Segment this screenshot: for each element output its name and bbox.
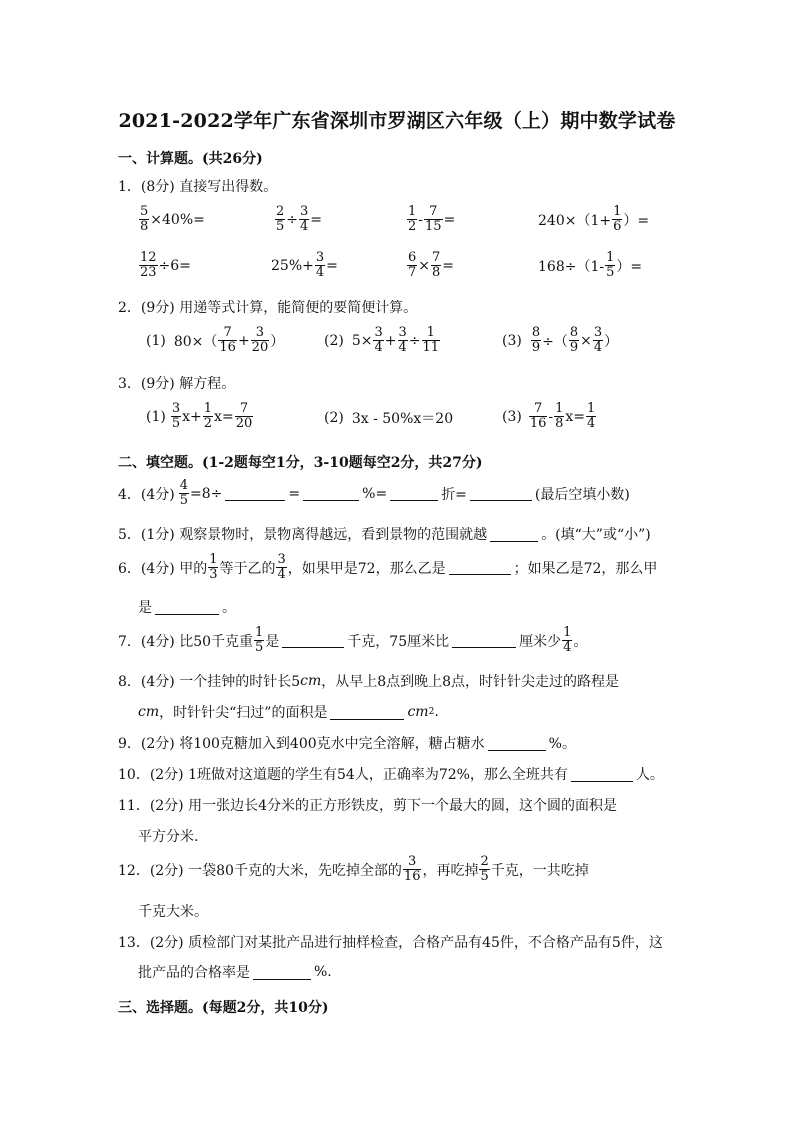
q13: 13．(2分) 质检部门对某批产品进行抽样检查，合格产品有45件，不合格产品有5件，这 xyxy=(118,935,663,951)
q9: 9．(2分) 将100克糖加入到400克水中完全溶解，糖占糖水 %。 xyxy=(118,736,576,752)
q2-item-a: (1) 80×（ $\frac{7}{16}$ + $\frac{3}{20}$ ） xyxy=(146,325,285,355)
section-heading-choice: 三、选择题。(每题2分，共10分) xyxy=(118,1000,329,1016)
answer-blank[interactable] xyxy=(303,486,359,501)
q2-item-c: (3) $\frac{8}{9}$ ÷（ $\frac{8}{9}$ × $\frac{3}{4}$ ） xyxy=(502,325,619,355)
q8-cont: cm ，时针针尖“扫过”的面积是 cm 2 . xyxy=(138,704,439,721)
q7: 7．(4分) 比50千克重 $\frac{1}{5}$ 是 千克，75厘米比 厘米少 $\frac{1}{4}$ 。 xyxy=(118,625,588,655)
q4: 4．(4分) $\frac{4}{5}$ =8÷ = %= 折= (最后空填小数) xyxy=(118,478,630,508)
answer-blank[interactable] xyxy=(330,705,404,720)
q1-item-e: $\frac{12}{23}$ ÷6= xyxy=(140,250,191,280)
q1-item-f: 25%+ $\frac{3}{4}$ = xyxy=(271,250,338,280)
q11: 11．(2分) 用一张边长4分米的正方形铁皮，剪下一个最大的圆，这个圆的面积是 xyxy=(118,798,618,814)
q1-item-c: $\frac{1}{2}$ - $\frac{7}{15}$ = xyxy=(408,204,456,234)
answer-blank[interactable] xyxy=(225,486,285,501)
q8: 8．(4分) 一个挂钟的时针长5 cm ，从早上8点到晚上8点，时针针尖走过的路程是 xyxy=(118,673,620,690)
q3-item-b: (2) 3x - 50%x＝20 xyxy=(324,410,454,427)
q12: 12．(2分) 一袋80千克的大米，先吃掉全部的 $\frac{3}{16}$ ，再吃掉 $\frac{2}{5}$ 千克，一共吃掉 xyxy=(118,854,589,884)
q3-prompt: 3．(9分) 解方程。 xyxy=(118,376,236,392)
q12-cont: 千克大米。 xyxy=(138,904,208,920)
q6: 6．(4分) 甲的 $\frac{1}{3}$ 等于乙的 $\frac{3}{4}$ ，如果甲是72，那么乙是 ；如果乙是72，那么甲 xyxy=(118,552,658,582)
q13-cont: 批产品的合格率是 %. xyxy=(138,964,332,981)
section-heading-fill: 二、填空题。(1-2题每空1分，3-10题每空2分，共27分) xyxy=(118,455,483,471)
q1-item-b: $\frac{2}{5}$ ÷ $\frac{3}{4}$ = xyxy=(276,204,323,234)
q5: 5．(1分) 观察景物时，景物离得越远，看到景物的范围就越 。(填“大”或“小”) xyxy=(118,527,651,543)
q10: 10．(2分) 1班做对这道题的学生有54人，正确率为72%，那么全班共有 人。 xyxy=(118,767,664,783)
q2-prompt: 2．(9分) 用递等式计算，能简便的要简便计算。 xyxy=(118,300,418,316)
section-heading-calc: 一、计算题。(共26分) xyxy=(118,151,263,167)
q1-item-d: 240×（1+ $\frac{1}{6}$ ）= xyxy=(538,204,650,234)
answer-blank[interactable] xyxy=(488,736,546,751)
answer-blank[interactable] xyxy=(449,560,511,575)
q1-prompt: 1．(8分) 直接写出得数。 xyxy=(118,179,278,195)
q11-cont: 平方分米. xyxy=(138,829,199,845)
q1-item-g: $\frac{6}{7}$ × $\frac{7}{8}$ = xyxy=(408,250,455,280)
fraction: $\frac{5}{8}$ xyxy=(140,204,149,234)
q1-item-h: 168÷（1- $\frac{1}{5}$ ）= xyxy=(538,250,643,280)
answer-blank[interactable] xyxy=(452,633,516,648)
answer-blank[interactable] xyxy=(490,527,538,542)
q3-item-c: (3) $\frac{7}{16}$ - $\frac{1}{8}$ x= $\frac{1}{4}$ xyxy=(502,401,596,431)
q1-item-a: $\frac{5}{8}$ ×40%= xyxy=(140,204,205,234)
q3-item-a: (1) $\frac{3}{5}$ x+ $\frac{1}{2}$ x= $\frac{7}{20}$ xyxy=(146,401,253,431)
answer-blank[interactable] xyxy=(282,633,344,648)
answer-blank[interactable] xyxy=(470,486,532,501)
q2-item-b: (2) 5× $\frac{3}{4}$ + $\frac{3}{4}$ ÷ $\frac{1}{11}$ xyxy=(324,325,440,355)
answer-blank[interactable] xyxy=(253,965,311,980)
answer-blank[interactable] xyxy=(571,767,633,782)
answer-blank[interactable] xyxy=(155,600,219,615)
answer-blank[interactable] xyxy=(390,486,438,501)
q6-cont: 是 。 xyxy=(138,600,236,616)
page-title: 2021-2022学年广东省深圳市罗湖区六年级（上）期中数学试卷 xyxy=(118,110,676,132)
